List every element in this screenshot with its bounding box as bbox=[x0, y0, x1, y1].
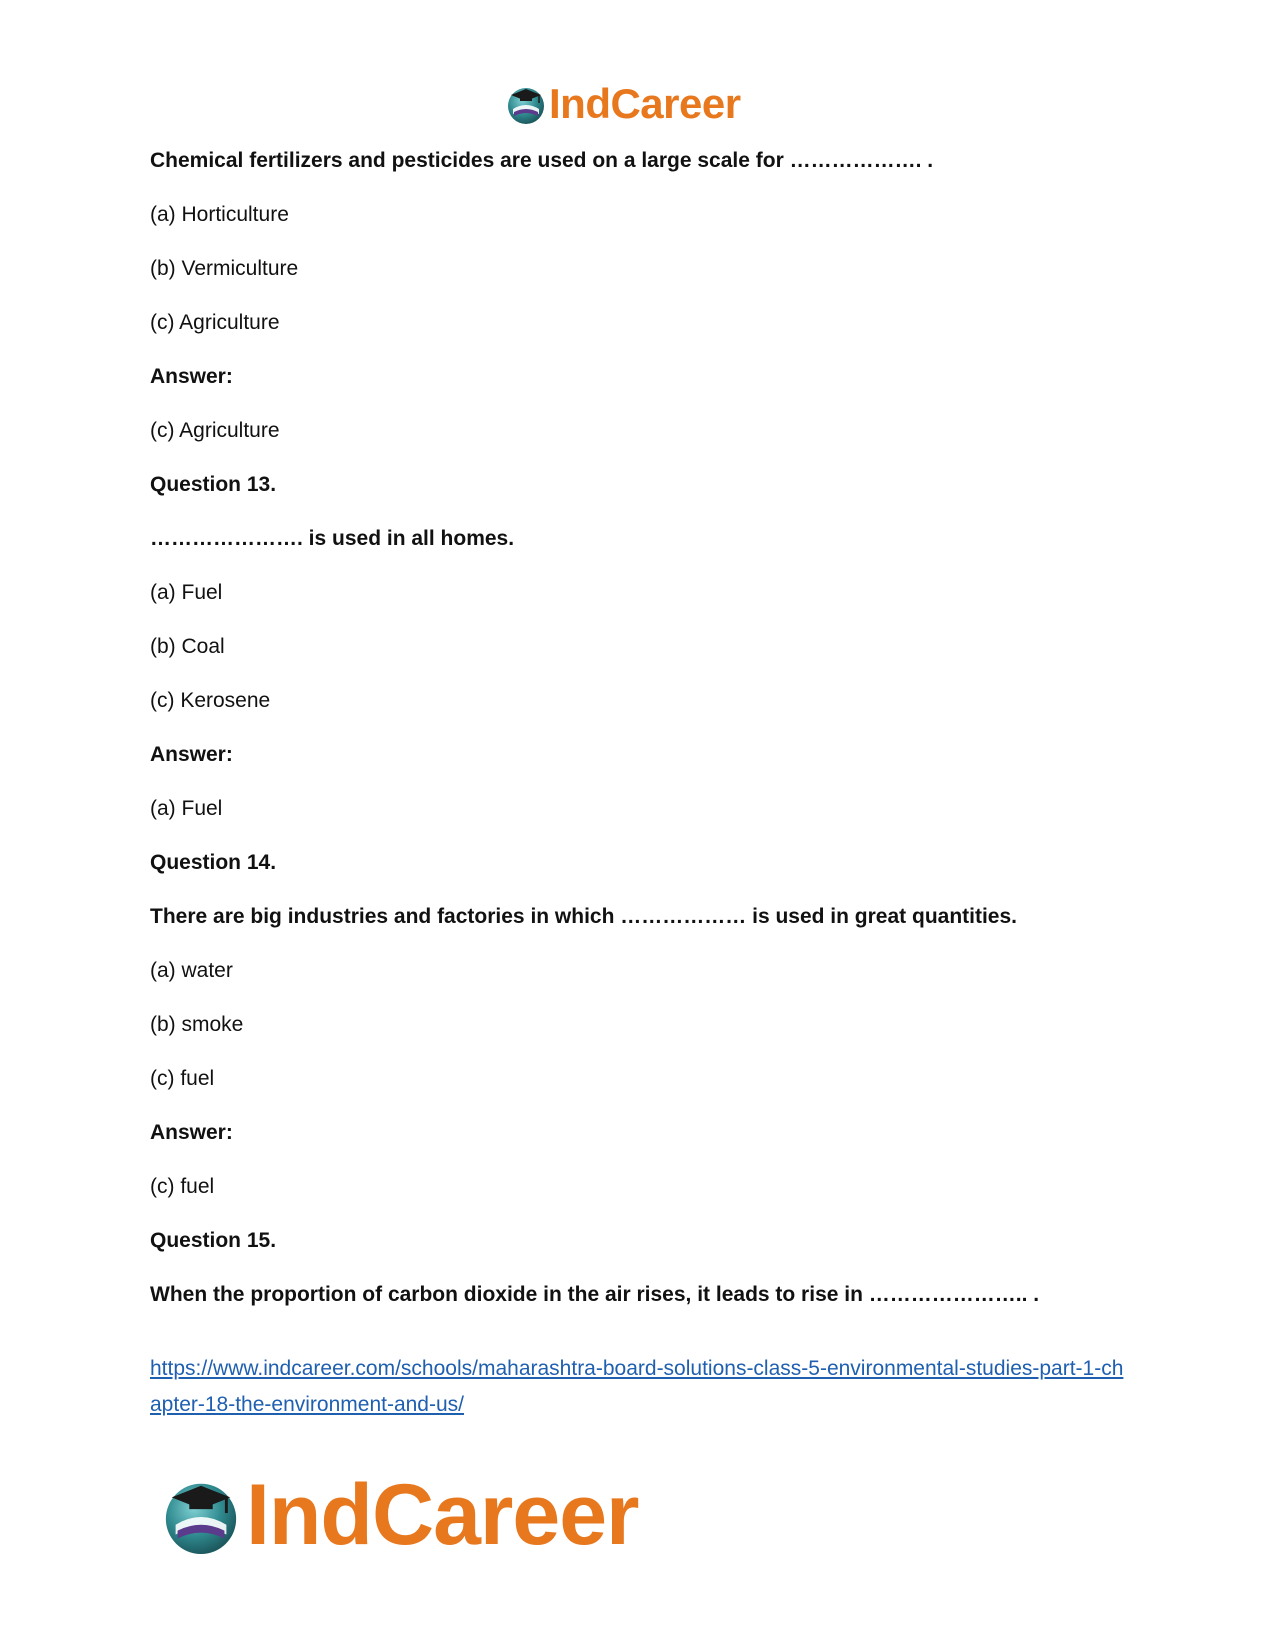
option-a: (a) water bbox=[150, 959, 233, 982]
logo-text: IndCareer bbox=[549, 80, 741, 127]
answer-text: (a) Fuel bbox=[150, 797, 223, 820]
logo-text: IndCareer bbox=[246, 1467, 639, 1563]
question-title: Question 15. bbox=[150, 1229, 277, 1252]
answer-label: Answer: bbox=[150, 743, 233, 766]
option-c: (c) Agriculture bbox=[150, 311, 280, 334]
answer-label: Answer: bbox=[150, 365, 233, 388]
answer-label: Answer: bbox=[150, 1121, 233, 1144]
question-title: Question 13. bbox=[150, 473, 277, 496]
option-a: (a) Fuel bbox=[150, 581, 223, 604]
footer-logo bbox=[160, 1467, 639, 1563]
option-b: (b) Vermiculture bbox=[150, 257, 299, 280]
question-text: Chemical fertilizers and pesticides are used on a large scale for ………………. . bbox=[150, 149, 934, 172]
source-link[interactable]: https://www.indcareer.com/schools/maharashtra-board-solutions-class-5-environmental-studies-part-1-chapter-18-the-environment-and-us/ bbox=[150, 1357, 1124, 1416]
option-b: (b) smoke bbox=[150, 1013, 244, 1036]
header-logo bbox=[505, 82, 741, 126]
question-text: When the proportion of carbon dioxide in the air rises, it leads to rise in ………………….. . bbox=[150, 1283, 1040, 1306]
question-text: There are big industries and factories in which ……………… is used in great quantities. bbox=[150, 905, 1017, 928]
option-c: (c) fuel bbox=[150, 1067, 215, 1090]
globe-graduation-cap-icon bbox=[505, 83, 547, 125]
answer-text: (c) fuel bbox=[150, 1175, 215, 1198]
question-title: Question 14. bbox=[150, 851, 277, 874]
question-text: …………………. is used in all homes. bbox=[150, 527, 515, 550]
answer-text: (c) Agriculture bbox=[150, 419, 280, 442]
option-b: (b) Coal bbox=[150, 635, 225, 658]
option-c: (c) Kerosene bbox=[150, 689, 271, 712]
globe-graduation-cap-icon bbox=[160, 1474, 242, 1556]
option-a: (a) Horticulture bbox=[150, 203, 289, 226]
